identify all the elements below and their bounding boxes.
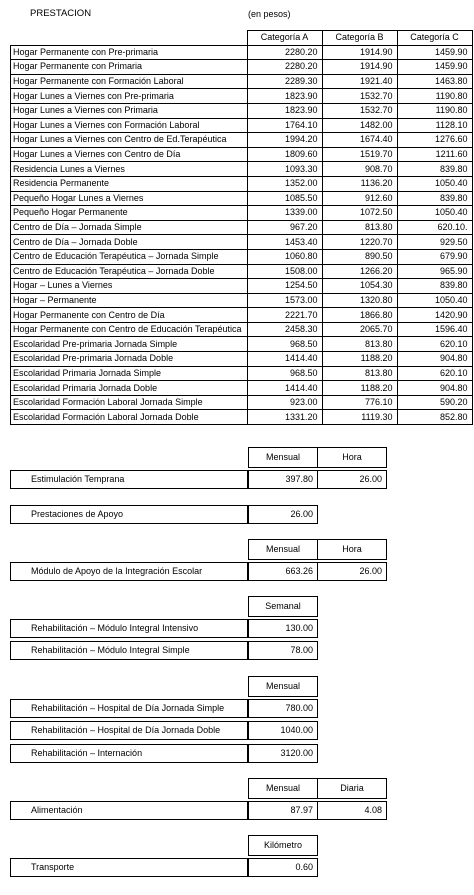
rehab-modulo-intensivo-label: Rehabilitación – Módulo Integral Intensivo [10, 619, 248, 638]
row-value-categoria-a: 1414.40 [247, 352, 322, 367]
rehab-hospital-simple-label: Rehabilitación – Hospital de Día Jornada Simple [10, 699, 248, 718]
table-row [11, 395, 473, 410]
header-categoria-a: Categoría A [247, 31, 322, 46]
row-label: Hogar Permanente con Pre-primaria [11, 45, 248, 60]
rehab-hospital-doble-value: 1040.00 [248, 721, 318, 740]
table-row [11, 206, 473, 221]
table-row [11, 337, 473, 352]
row-value-categoria-c: 1463.80 [397, 74, 472, 89]
table-row [11, 235, 473, 250]
row-value-categoria-b: 1054.30 [322, 279, 397, 294]
modulo-header-mensual: Mensual [248, 539, 318, 560]
row-value-categoria-a: 1809.60 [247, 147, 322, 162]
rehab-hospital-doble-label: Rehabilitación – Hospital de Día Jornada Doble [10, 721, 248, 740]
row-value-categoria-c: 1190.80 [397, 89, 472, 104]
modulo-hora-value: 26.00 [317, 562, 387, 581]
estimulacion-label: Estimulación Temprana [10, 470, 248, 489]
row-value-categoria-b: 1921.40 [322, 74, 397, 89]
table-row [11, 220, 473, 235]
row-value-categoria-a: 923.00 [247, 395, 322, 410]
row-value-categoria-b: 813.80 [322, 337, 397, 352]
row-value-categoria-c: 1459.90 [397, 60, 472, 75]
modulo-label: Módulo de Apoyo de la Integración Escolar [10, 562, 248, 581]
row-value-categoria-c: 852.80 [397, 410, 472, 425]
row-label: Hogar – Permanente [11, 293, 248, 308]
row-label: Escolaridad Primaria Jornada Simple [11, 366, 248, 381]
row-value-categoria-b: 1482.00 [322, 118, 397, 133]
row-value-categoria-c: 1211.60 [397, 147, 472, 162]
table-row [11, 308, 473, 323]
table-row [11, 381, 473, 396]
row-label: Escolaridad Formación Laboral Jornada Simple [11, 395, 248, 410]
row-value-categoria-a: 1331.20 [247, 410, 322, 425]
row-value-categoria-a: 2280.20 [247, 60, 322, 75]
transporte-label: Transporte [10, 858, 248, 877]
row-value-categoria-c: 1190.80 [397, 103, 472, 118]
apoyo-label: Prestaciones de Apoyo [10, 505, 248, 524]
page-title: PRESTACION [30, 8, 92, 19]
rehab-modulo-intensivo-value: 130.00 [248, 619, 318, 638]
row-value-categoria-c: 1459.90 [397, 45, 472, 60]
row-value-categoria-a: 1414.40 [247, 381, 322, 396]
row-value-categoria-c: 679.90 [397, 249, 472, 264]
table-row [11, 45, 473, 60]
row-value-categoria-a: 1453.40 [247, 235, 322, 250]
row-value-categoria-b: 1320.80 [322, 293, 397, 308]
row-value-categoria-c: 1050.40 [397, 176, 472, 191]
row-value-categoria-c: 1128.10 [397, 118, 472, 133]
row-label: Hogar Permanente con Formación Laboral [11, 74, 248, 89]
row-value-categoria-b: 1220.70 [322, 235, 397, 250]
row-value-categoria-b: 813.80 [322, 366, 397, 381]
rehab-internacion-label: Rehabilitación – Internación [10, 744, 248, 763]
table-row [11, 249, 473, 264]
currency-note: (en pesos) [248, 9, 291, 19]
row-label: Centro de Educación Terapéutica – Jornada Doble [11, 264, 248, 279]
row-label: Pequeño Hogar Lunes a Viernes [11, 191, 248, 206]
row-value-categoria-a: 1339.00 [247, 206, 322, 221]
row-label: Centro de Educación Terapéutica – Jornada Simple [11, 249, 248, 264]
rehab-modulo-header-semanal: Semanal [248, 596, 318, 617]
estimulacion-header-mensual: Mensual [248, 447, 318, 468]
row-label: Escolaridad Formación Laboral Jornada Doble [11, 410, 248, 425]
estimulacion-mensual-value: 397.80 [248, 470, 318, 489]
row-value-categoria-c: 839.80 [397, 279, 472, 294]
row-value-categoria-c: 1420.90 [397, 308, 472, 323]
alimentacion-mensual-value: 87.97 [248, 801, 318, 820]
row-value-categoria-c: 839.80 [397, 162, 472, 177]
row-value-categoria-b: 1674.40 [322, 133, 397, 148]
header-categoria-b: Categoría B [322, 31, 397, 46]
row-label: Escolaridad Pre-primaria Jornada Simple [11, 337, 248, 352]
row-label: Hogar Permanente con Centro de Día [11, 308, 248, 323]
row-label: Hogar – Lunes a Viernes [11, 279, 248, 294]
rehab-modulo-simple-value: 78.00 [248, 641, 318, 660]
table-row [11, 176, 473, 191]
modulo-mensual-value: 663.26 [248, 562, 318, 581]
table-row [11, 74, 473, 89]
row-value-categoria-c: 620.10 [397, 337, 472, 352]
row-value-categoria-a: 1060.80 [247, 249, 322, 264]
row-value-categoria-b: 1136.20 [322, 176, 397, 191]
row-value-categoria-b: 1072.50 [322, 206, 397, 221]
row-value-categoria-b: 1188.20 [322, 381, 397, 396]
row-value-categoria-a: 968.50 [247, 337, 322, 352]
header-categoria-c: Categoría C [397, 31, 472, 46]
row-value-categoria-b: 912.60 [322, 191, 397, 206]
row-label: Centro de Día – Jornada Simple [11, 220, 248, 235]
transporte-header-kilometro: Kilómetro [248, 835, 318, 856]
apoyo-value: 26.00 [248, 505, 318, 524]
row-value-categoria-b: 1532.70 [322, 89, 397, 104]
row-label: Hogar Lunes a Viernes con Primaria [11, 103, 248, 118]
row-value-categoria-b: 1519.70 [322, 147, 397, 162]
row-value-categoria-a: 1352.00 [247, 176, 322, 191]
row-value-categoria-b: 1188.20 [322, 352, 397, 367]
alimentacion-label: Alimentación [10, 801, 248, 820]
row-value-categoria-a: 967.20 [247, 220, 322, 235]
row-label: Hogar Lunes a Viernes con Centro de Día [11, 147, 248, 162]
rehab-hospital-header-mensual: Mensual [248, 676, 318, 697]
estimulacion-hora-value: 26.00 [317, 470, 387, 489]
row-value-categoria-c: 965.90 [397, 264, 472, 279]
row-value-categoria-b: 1119.30 [322, 410, 397, 425]
table-row [11, 410, 473, 425]
table-row [11, 103, 473, 118]
table-row [11, 264, 473, 279]
row-value-categoria-c: 1050.40 [397, 293, 472, 308]
row-label: Pequeño Hogar Permanente [11, 206, 248, 221]
row-value-categoria-c: 620.10 [397, 366, 472, 381]
header-blank [11, 31, 248, 46]
row-value-categoria-b: 1266.20 [322, 264, 397, 279]
table-row [11, 366, 473, 381]
row-value-categoria-a: 2221.70 [247, 308, 322, 323]
row-value-categoria-a: 2289.30 [247, 74, 322, 89]
row-value-categoria-c: 590.20 [397, 395, 472, 410]
row-value-categoria-c: 1276.60 [397, 133, 472, 148]
row-value-categoria-a: 1085.50 [247, 191, 322, 206]
row-label: Centro de Día – Jornada Doble [11, 235, 248, 250]
rehab-internacion-value: 3120.00 [248, 744, 318, 763]
row-value-categoria-b: 2065.70 [322, 322, 397, 337]
row-label: Hogar Lunes a Viernes con Pre-primaria [11, 89, 248, 104]
row-value-categoria-a: 2458.30 [247, 322, 322, 337]
row-value-categoria-a: 2280.20 [247, 45, 322, 60]
table-row [11, 279, 473, 294]
table-row [11, 147, 473, 162]
row-value-categoria-c: 904.80 [397, 381, 472, 396]
row-value-categoria-c: 904.80 [397, 352, 472, 367]
alimentacion-diaria-value: 4.08 [317, 801, 387, 820]
table-row [11, 133, 473, 148]
row-label: Hogar Permanente con Centro de Educación Terapéutica [11, 322, 248, 337]
row-label: Hogar Lunes a Viernes con Centro de Ed.Terapéutica [11, 133, 248, 148]
table-row [11, 293, 473, 308]
row-value-categoria-a: 968.50 [247, 366, 322, 381]
row-label: Residencia Permanente [11, 176, 248, 191]
row-value-categoria-a: 1823.90 [247, 103, 322, 118]
row-label: Hogar Permanente con Primaria [11, 60, 248, 75]
table-row [11, 162, 473, 177]
row-value-categoria-c: 929.50 [397, 235, 472, 250]
row-value-categoria-c: 839.80 [397, 191, 472, 206]
table-row [11, 352, 473, 367]
estimulacion-header-hora: Hora [317, 447, 387, 468]
table-row [11, 118, 473, 133]
row-value-categoria-b: 1532.70 [322, 103, 397, 118]
row-value-categoria-a: 1823.90 [247, 89, 322, 104]
row-label: Escolaridad Pre-primaria Jornada Doble [11, 352, 248, 367]
table-row [11, 191, 473, 206]
alimentacion-header-mensual: Mensual [248, 778, 318, 799]
table-row [11, 322, 473, 337]
row-label: Residencia Lunes a Viernes [11, 162, 248, 177]
rates-table [10, 30, 473, 425]
table-row [11, 89, 473, 104]
rehab-hospital-simple-value: 780.00 [248, 699, 318, 718]
table-row [11, 60, 473, 75]
alimentacion-header-diaria: Diaria [317, 778, 387, 799]
row-value-categoria-b: 1866.80 [322, 308, 397, 323]
rehab-modulo-simple-label: Rehabilitación – Módulo Integral Simple [10, 641, 248, 660]
row-value-categoria-c: 1050.40 [397, 206, 472, 221]
row-label: Escolaridad Primaria Jornada Doble [11, 381, 248, 396]
row-value-categoria-b: 813.80 [322, 220, 397, 235]
row-value-categoria-b: 776.10 [322, 395, 397, 410]
row-value-categoria-b: 890.50 [322, 249, 397, 264]
row-value-categoria-b: 908.70 [322, 162, 397, 177]
row-value-categoria-c: 1596.40 [397, 322, 472, 337]
modulo-header-hora: Hora [317, 539, 387, 560]
row-value-categoria-b: 1914.90 [322, 60, 397, 75]
transporte-value: 0.60 [248, 858, 318, 877]
row-value-categoria-a: 1764.10 [247, 118, 322, 133]
row-value-categoria-a: 1994.20 [247, 133, 322, 148]
row-value-categoria-a: 1508.00 [247, 264, 322, 279]
row-value-categoria-a: 1254.50 [247, 279, 322, 294]
table-header-row [11, 31, 473, 46]
row-label: Hogar Lunes a Viernes con Formación Laboral [11, 118, 248, 133]
row-value-categoria-a: 1573.00 [247, 293, 322, 308]
row-value-categoria-b: 1914.90 [322, 45, 397, 60]
row-value-categoria-a: 1093.30 [247, 162, 322, 177]
row-value-categoria-c: 620.10. [397, 220, 472, 235]
